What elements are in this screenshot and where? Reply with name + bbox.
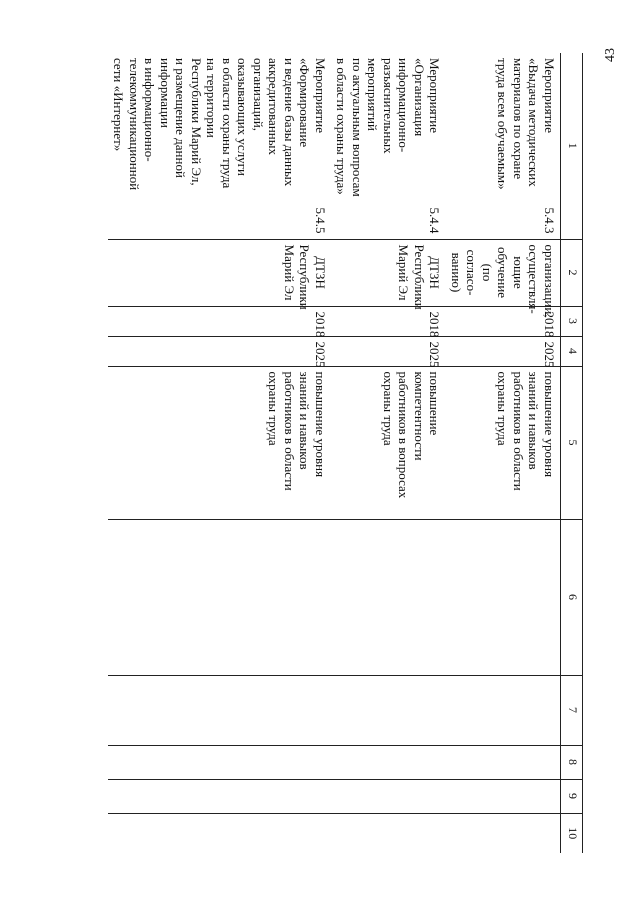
column-header: 5 [561, 366, 583, 519]
column-header: 9 [561, 779, 583, 813]
empty-cell [446, 745, 561, 779]
activity-cell: Мероприятие 5.4.3 «Выдача методических материалов по охране труда всем обучаемым» [495, 58, 557, 234]
empty-cell [446, 675, 561, 745]
column-header: 3 [561, 306, 583, 336]
column-number-row [561, 53, 583, 853]
column-header: 4 [561, 336, 583, 366]
activity-cell: Мероприятие 5.4.4 «Организация информационно- разъяснительных мероприятий по актуальным вопросам в области охраны труда» [334, 58, 443, 234]
empty-cell [331, 675, 446, 745]
column-header: 1 [561, 53, 583, 239]
executor-cell: ДТЗН Республики Марий Эл [108, 239, 331, 306]
empty-cell [331, 745, 446, 779]
executor-cell: ДТЗН Республики Марий Эл [331, 239, 446, 306]
executor-cell: организации, осуществля- ющие обучение (по согласо- ванию) [446, 239, 561, 306]
empty-cell [446, 779, 561, 813]
table-row [446, 53, 561, 853]
end-year-cell: 2025 [331, 336, 446, 366]
empty-cell [108, 745, 331, 779]
column-header: 10 [561, 813, 583, 853]
column-header: 6 [561, 519, 583, 675]
end-year-cell: 2025 [446, 336, 561, 366]
end-year-cell: 2025 [108, 336, 331, 366]
column-header: 2 [561, 239, 583, 306]
result-cell: повышение компетентности работников в вопросах охраны труда [331, 366, 446, 519]
start-year-cell: 2018 [446, 306, 561, 336]
column-header: 7 [561, 675, 583, 745]
empty-cell [108, 813, 331, 853]
column-header: 8 [561, 745, 583, 779]
empty-cell [331, 813, 446, 853]
empty-cell [446, 813, 561, 853]
activity-cell: Мероприятие 5.4.5 «Формирование и ведение базы данных аккредитованных организаций, оказывающих услуги в области охраны труда на территории Республики Марий Эл, и размещение данной информации в информационно- телекоммуникационной сети «Интернет» [111, 58, 328, 234]
empty-cell [108, 519, 331, 675]
empty-cell [331, 519, 446, 675]
empty-cell [446, 519, 561, 675]
activities-table [108, 53, 583, 853]
rotated-table-page [111, 53, 583, 853]
page-number: 43 [603, 48, 618, 62]
empty-cell [108, 779, 331, 813]
result-cell: повышение уровня знаний и навыков работников в области охраны труда [108, 366, 331, 519]
table-row [331, 53, 446, 853]
activity-heading: Мероприятие 5.4.4 [427, 58, 443, 234]
start-year-cell: 2018 [331, 306, 446, 336]
empty-cell [108, 675, 331, 745]
table-row [108, 53, 331, 853]
activity-heading: Мероприятие 5.4.3 [542, 58, 557, 234]
activity-heading: Мероприятие 5.4.5 [313, 58, 328, 234]
empty-cell [331, 779, 446, 813]
result-cell: повышение уровня знаний и навыков работников в области охраны труда [446, 366, 561, 519]
start-year-cell: 2018 [108, 306, 331, 336]
